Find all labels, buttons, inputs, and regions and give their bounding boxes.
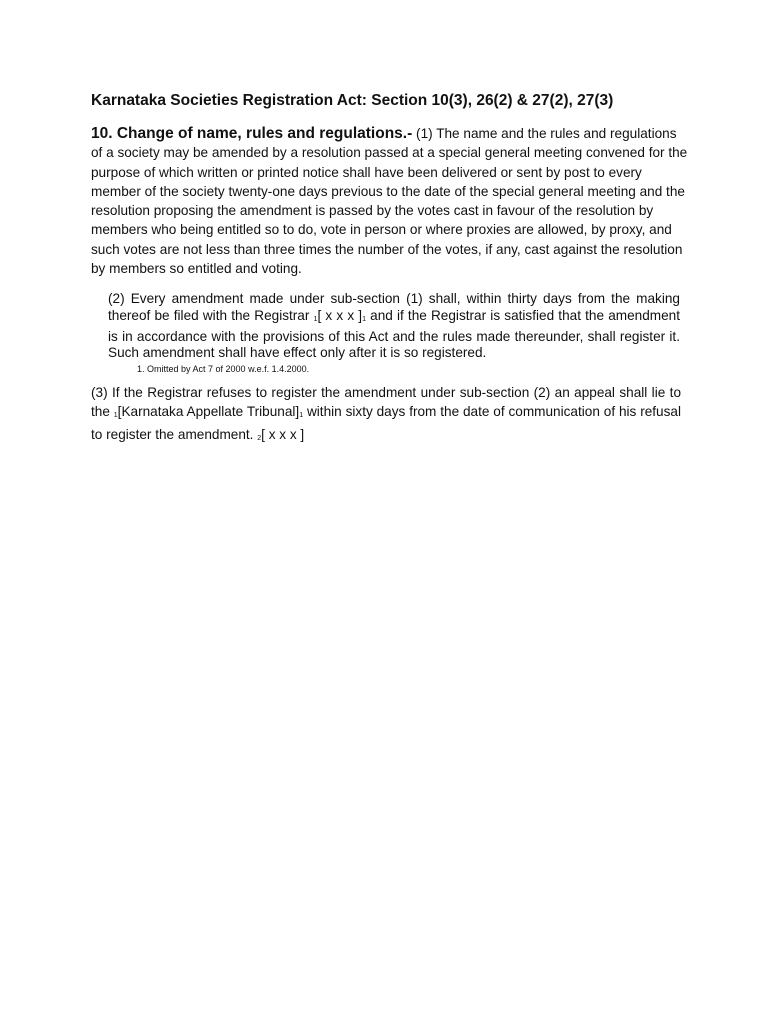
subsection-2-text-start: (2) Every amendment made under sub-section (1) shall, within thirty days from the making thereof be filed with the Registrar (108, 291, 680, 323)
subsection-1-text: (1) The name and the rules and regulations of a society may be amended by a resolution passed at a special general meeting convened for the purpose of which written or printed notice shall have been delivered or sent by post to every member of the society twenty-one days previous to the date of the special general meeting and the resolution proposing the amendment is passed by the votes cast in favour of the resolution by members who being entitled so to do, vote in person or where proxies are allowed, by proxy, and such votes are not less than three times the number of the votes, if any, cast against the resolution by members so entitled and voting. (91, 126, 688, 277)
section-heading: 10. Change of name, rules and regulations.- (91, 125, 413, 142)
subsection-3-text-start: (3) If the Registrar refuses to register the amendment under sub-section (2) an appeal shall lie to the (91, 385, 681, 419)
tribunal-text: [Karnataka Appellate Tribunal] (117, 404, 300, 419)
subsection-3-paragraph (91, 383, 681, 448)
footnote-marker: 1 (299, 412, 304, 419)
subsection-2-paragraph (108, 291, 680, 362)
footnote-marker: 1 (362, 315, 366, 323)
subsection-3-text-end: within sixty days from the date of communication of his refusal to register the amendment. (91, 404, 681, 442)
omitted-text: [ x x x ] (261, 427, 305, 442)
footnote-marker: 1 (313, 315, 318, 323)
omitted-text: [ x x x ] (317, 307, 363, 323)
subsection-2-text-end: and if the Registrar is satisfied that the amendment is in accordance with the provisions of this Act and the rules made thereunder, shall register it. Such amendment shall have effect only after it is so registered. (108, 307, 680, 361)
document-title: Karnataka Societies Registration Act: Section 10(3), 26(2) & 27(2), 27(3) (91, 92, 614, 109)
section-10-paragraph (91, 124, 691, 278)
footnote-marker: 1 (113, 412, 118, 419)
footnote-marker: 2 (257, 435, 262, 442)
footnote: 1. Omitted by Act 7 of 2000 w.e.f. 1.4.2000. (137, 364, 310, 374)
